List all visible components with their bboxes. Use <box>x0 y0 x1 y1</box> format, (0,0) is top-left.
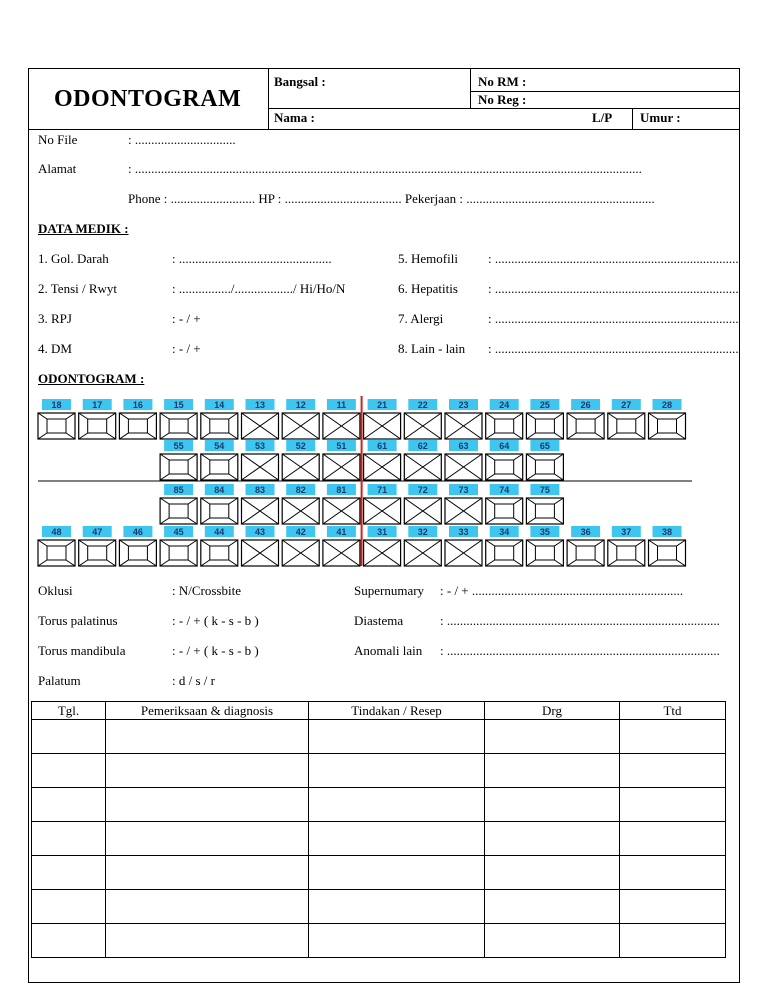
tooth-number: 16 <box>132 400 143 410</box>
table-cell[interactable] <box>106 924 309 958</box>
exam-field[interactable]: : N/Crossbite <box>172 583 241 598</box>
tooth-occlusal <box>535 546 554 560</box>
tooth-53[interactable] <box>242 440 279 480</box>
tooth-18[interactable] <box>38 399 75 439</box>
tooth-number: 28 <box>661 400 673 410</box>
data-medik-heading: DATA MEDIK : <box>38 221 129 236</box>
tooth-occlusal <box>47 419 66 433</box>
tooth-occlusal <box>88 546 107 560</box>
tooth-occlusal <box>88 419 107 433</box>
tooth-occlusal <box>576 546 595 560</box>
tooth-number: 31 <box>377 527 388 537</box>
table-row <box>32 720 726 754</box>
tooth-occlusal <box>658 546 677 560</box>
medik-field[interactable]: : ........................................................................... <box>488 281 739 296</box>
table-row <box>32 788 726 822</box>
tooth-occlusal <box>617 546 636 560</box>
alamat-label: Alamat <box>38 161 77 176</box>
medik-label: 5. Hemofili <box>398 251 458 266</box>
tooth-number: 63 <box>458 441 469 451</box>
medik-field[interactable]: : ........................................................................... <box>488 251 739 266</box>
tooth-41[interactable] <box>323 526 360 566</box>
lp-field[interactable]: L/P <box>592 110 613 125</box>
tooth-number: 38 <box>661 527 673 537</box>
tooth-number: 71 <box>377 485 388 495</box>
tooth-38[interactable] <box>649 526 686 566</box>
tooth-number: 13 <box>254 400 266 410</box>
table-row <box>32 924 726 958</box>
tooth-occlusal <box>169 546 188 560</box>
alamat-field[interactable]: : ............................................................................................................................................................ <box>128 161 642 176</box>
tooth-number: 26 <box>580 400 591 410</box>
tooth-occlusal <box>535 504 554 518</box>
tooth-occlusal <box>210 504 229 518</box>
header-divider <box>28 129 740 130</box>
exam-label: Anomali lain <box>354 643 423 658</box>
table-cell[interactable] <box>32 924 106 958</box>
table-cell[interactable] <box>106 754 309 788</box>
tooth-11[interactable] <box>323 399 360 439</box>
tooth-number: 35 <box>539 527 550 537</box>
tooth-number: 33 <box>458 527 469 537</box>
nama-field[interactable]: Nama : <box>274 110 315 125</box>
medik-field[interactable]: : ........................................................................... <box>488 311 739 326</box>
table-cell[interactable] <box>309 856 485 890</box>
tooth-48[interactable] <box>38 526 75 566</box>
exam-field[interactable]: : .................................................................................... <box>440 643 720 658</box>
tooth-occlusal <box>128 546 147 560</box>
table-cell[interactable] <box>620 754 726 788</box>
header-divider <box>268 68 269 129</box>
tooth-17[interactable] <box>79 399 116 439</box>
table-cell[interactable] <box>32 720 106 754</box>
tooth-number: 23 <box>458 400 469 410</box>
exam-label: Torus mandibula <box>38 643 126 658</box>
tooth-number: 81 <box>336 485 347 495</box>
tooth-number: 34 <box>499 527 510 537</box>
tooth-number: 64 <box>499 441 510 451</box>
table-cell[interactable] <box>485 720 620 754</box>
tooth-number: 55 <box>173 441 184 451</box>
table-cell[interactable] <box>620 720 726 754</box>
exam-label: Oklusi <box>38 583 73 598</box>
table-cell[interactable] <box>309 788 485 822</box>
tooth-occlusal <box>617 419 636 433</box>
medik-field[interactable]: : ........................................................................... <box>488 341 739 356</box>
exam-label: Torus palatinus <box>38 613 118 628</box>
tooth-81[interactable] <box>323 484 360 524</box>
tooth-number: 61 <box>377 441 388 451</box>
tooth-number: 48 <box>51 527 62 537</box>
tooth-number: 17 <box>92 400 103 410</box>
table-cell[interactable] <box>620 788 726 822</box>
header-divider <box>268 108 740 109</box>
tooth-number: 83 <box>254 485 266 495</box>
exam-field[interactable]: : .................................................................................... <box>440 613 720 628</box>
tooth-number: 82 <box>295 485 306 495</box>
exam-label: Diastema <box>354 613 404 628</box>
tooth-number: 15 <box>173 400 184 410</box>
tooth-27[interactable] <box>608 399 645 439</box>
tooth-occlusal <box>169 504 188 518</box>
tooth-37[interactable] <box>608 526 645 566</box>
tooth-84[interactable] <box>201 484 238 524</box>
no-reg-field[interactable]: No Reg : <box>478 92 527 107</box>
medik-field[interactable]: : ............................................... <box>172 251 332 266</box>
tooth-44[interactable] <box>201 526 238 566</box>
page-title: ODONTOGRAM <box>54 86 242 112</box>
table-cell[interactable] <box>309 890 485 924</box>
tooth-number: 73 <box>458 485 469 495</box>
tooth-33[interactable] <box>445 526 482 566</box>
medik-label: 7. Alergi <box>398 311 444 326</box>
table-row <box>32 822 726 856</box>
odontogram-heading: ODONTOGRAM : <box>38 371 145 386</box>
col-tindakan: Tindakan / Resep <box>309 702 485 720</box>
tooth-82[interactable] <box>282 484 319 524</box>
exam-field[interactable]: : - / + ( k - s - b ) <box>172 643 259 658</box>
tooth-46[interactable] <box>119 526 156 566</box>
table-cell[interactable] <box>309 720 485 754</box>
tooth-32[interactable] <box>404 526 441 566</box>
table-cell[interactable] <box>485 924 620 958</box>
tooth-45[interactable] <box>160 526 197 566</box>
tooth-35[interactable] <box>526 526 563 566</box>
tooth-63[interactable] <box>445 440 482 480</box>
tooth-occlusal <box>535 419 554 433</box>
tooth-number: 41 <box>336 527 347 537</box>
table-row <box>32 890 726 924</box>
table-cell[interactable] <box>485 788 620 822</box>
tooth-number: 47 <box>92 527 103 537</box>
tooth-65[interactable] <box>526 440 563 480</box>
medik-label: 1. Gol. Darah <box>38 251 109 266</box>
no-file-field[interactable]: : ............................... <box>128 132 236 147</box>
tooth-number: 74 <box>499 485 510 495</box>
table-cell[interactable] <box>106 788 309 822</box>
tooth-occlusal <box>210 546 229 560</box>
table-cell[interactable] <box>485 754 620 788</box>
tooth-number: 37 <box>621 527 632 537</box>
medik-field[interactable]: : - / + <box>172 311 201 326</box>
table-cell[interactable] <box>620 890 726 924</box>
odontogram-chart <box>0 390 768 570</box>
tooth-73[interactable] <box>445 484 482 524</box>
tooth-31[interactable] <box>364 526 401 566</box>
tooth-number: 32 <box>417 527 428 537</box>
tooth-number: 46 <box>132 527 143 537</box>
medik-field[interactable]: : - / + <box>172 341 201 356</box>
table-cell[interactable] <box>620 822 726 856</box>
tooth-25[interactable] <box>526 399 563 439</box>
tooth-54[interactable] <box>201 440 238 480</box>
tooth-71[interactable] <box>364 484 401 524</box>
table-cell[interactable] <box>309 822 485 856</box>
table-cell[interactable] <box>106 856 309 890</box>
tooth-72[interactable] <box>404 484 441 524</box>
tooth-26[interactable] <box>567 399 604 439</box>
tooth-47[interactable] <box>79 526 116 566</box>
medik-label: 2. Tensi / Rwyt <box>38 281 118 296</box>
table-cell[interactable] <box>309 924 485 958</box>
tooth-occlusal <box>495 419 514 433</box>
table-cell[interactable] <box>485 890 620 924</box>
tooth-occlusal <box>658 419 677 433</box>
table-cell[interactable] <box>32 822 106 856</box>
tooth-number: 45 <box>173 527 184 537</box>
tooth-occlusal <box>128 419 147 433</box>
tooth-number: 84 <box>214 485 225 495</box>
tooth-number: 75 <box>539 485 550 495</box>
tooth-number: 52 <box>295 441 306 451</box>
tooth-83[interactable] <box>242 484 279 524</box>
tooth-occlusal <box>169 460 188 474</box>
no-file-label: No File <box>38 132 78 147</box>
table-cell[interactable] <box>106 822 309 856</box>
table-cell[interactable] <box>32 856 106 890</box>
tooth-61[interactable] <box>364 440 401 480</box>
tooth-number: 44 <box>214 527 225 537</box>
tooth-34[interactable] <box>486 526 523 566</box>
tooth-number: 65 <box>539 441 550 451</box>
tooth-occlusal <box>169 419 188 433</box>
col-tgl: Tgl. <box>32 702 106 720</box>
tooth-number: 42 <box>295 527 306 537</box>
medik-label: 6. Hepatitis <box>398 281 458 296</box>
bangsal-field[interactable]: Bangsal : <box>274 74 326 89</box>
tooth-12[interactable] <box>282 399 319 439</box>
tooth-number: 11 <box>336 400 347 410</box>
col-pemeriksaan: Pemeriksaan & diagnosis <box>106 702 309 720</box>
tooth-62[interactable] <box>404 440 441 480</box>
tooth-number: 36 <box>580 527 591 537</box>
header-divider <box>470 68 471 108</box>
tooth-75[interactable] <box>526 484 563 524</box>
tooth-number: 27 <box>621 400 632 410</box>
table-cell[interactable] <box>620 856 726 890</box>
tooth-occlusal <box>495 460 514 474</box>
col-drg: Drg <box>485 702 620 720</box>
table-cell[interactable] <box>106 720 309 754</box>
tooth-number: 62 <box>417 441 428 451</box>
tooth-number: 24 <box>499 400 510 410</box>
tooth-52[interactable] <box>282 440 319 480</box>
table-cell[interactable] <box>32 788 106 822</box>
tooth-number: 14 <box>214 400 225 410</box>
tooth-number: 54 <box>214 441 225 451</box>
tooth-13[interactable] <box>242 399 279 439</box>
tooth-number: 12 <box>295 400 306 410</box>
tooth-22[interactable] <box>404 399 441 439</box>
tooth-number: 18 <box>51 400 62 410</box>
no-rm-field[interactable]: No RM : <box>478 74 527 89</box>
tooth-55[interactable] <box>160 440 197 480</box>
col-ttd: Ttd <box>620 702 726 720</box>
medik-label: 8. Lain - lain <box>398 341 466 356</box>
table-cell[interactable] <box>32 754 106 788</box>
table-cell[interactable] <box>309 754 485 788</box>
contact-line[interactable]: Phone : .......................... HP : .................................... Pekerjaan : .......................................................... <box>128 191 655 206</box>
exam-label: Palatum <box>38 673 81 688</box>
tooth-occlusal <box>210 460 229 474</box>
header-divider <box>632 108 633 129</box>
tooth-occlusal <box>495 504 514 518</box>
tooth-64[interactable] <box>486 440 523 480</box>
table-cell[interactable] <box>32 890 106 924</box>
tooth-number: 43 <box>254 527 266 537</box>
tooth-occlusal <box>47 546 66 560</box>
exam-label: Supernumary <box>354 583 425 598</box>
table-row <box>32 754 726 788</box>
tooth-occlusal <box>495 546 514 560</box>
tooth-number: 72 <box>417 485 428 495</box>
exam-field[interactable]: : d / s / r <box>172 673 215 688</box>
tooth-51[interactable] <box>323 440 360 480</box>
table-header-row <box>32 702 726 720</box>
tooth-85[interactable] <box>160 484 197 524</box>
tooth-number: 22 <box>417 400 428 410</box>
medik-label: 3. RPJ <box>38 311 72 326</box>
exam-field[interactable]: : - / + ................................................................. <box>440 583 684 598</box>
medik-field[interactable]: : ................/................../ Hi/Ho/N <box>172 281 346 296</box>
tooth-number: 25 <box>539 400 550 410</box>
table-cell[interactable] <box>485 822 620 856</box>
tooth-14[interactable] <box>201 399 238 439</box>
table-cell[interactable] <box>106 890 309 924</box>
table-cell[interactable] <box>620 924 726 958</box>
tooth-occlusal <box>210 419 229 433</box>
tooth-16[interactable] <box>119 399 156 439</box>
table-row <box>32 856 726 890</box>
tooth-number: 85 <box>173 485 184 495</box>
tooth-42[interactable] <box>282 526 319 566</box>
tooth-74[interactable] <box>486 484 523 524</box>
tooth-36[interactable] <box>567 526 604 566</box>
tooth-occlusal <box>576 419 595 433</box>
tooth-15[interactable] <box>160 399 197 439</box>
tooth-21[interactable] <box>364 399 401 439</box>
table-cell[interactable] <box>485 856 620 890</box>
tooth-24[interactable] <box>486 399 523 439</box>
tooth-number: 21 <box>377 400 388 410</box>
tooth-number: 53 <box>254 441 266 451</box>
umur-field[interactable]: Umur : <box>640 110 681 125</box>
tooth-occlusal <box>535 460 554 474</box>
tooth-23[interactable] <box>445 399 482 439</box>
tooth-28[interactable] <box>649 399 686 439</box>
tooth-number: 51 <box>336 441 347 451</box>
treatment-table <box>31 701 726 958</box>
tooth-43[interactable] <box>242 526 279 566</box>
medik-label: 4. DM <box>38 341 72 356</box>
exam-field[interactable]: : - / + ( k - s - b ) <box>172 613 259 628</box>
